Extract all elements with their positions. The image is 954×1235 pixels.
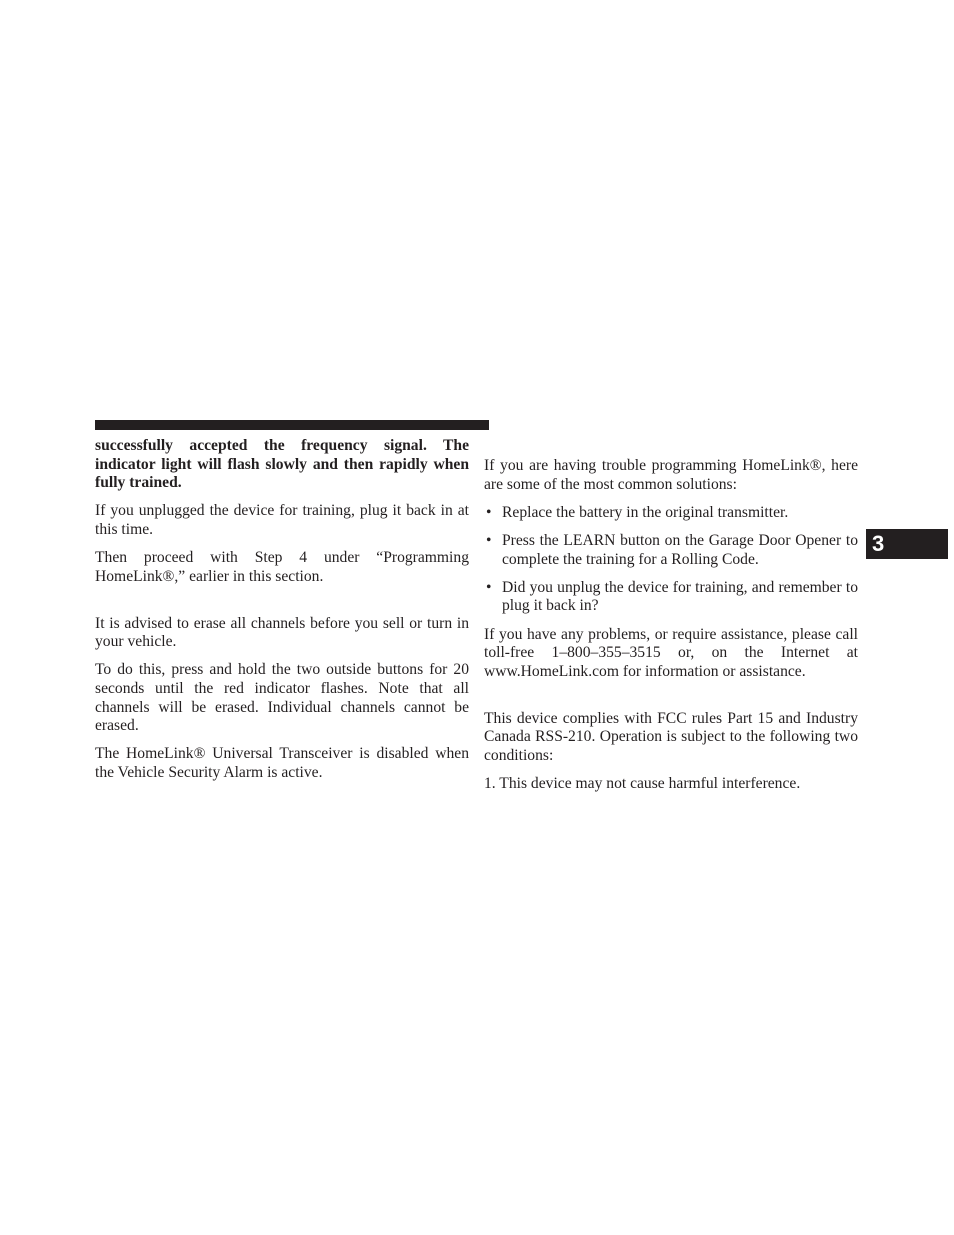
bullet-icon: •	[486, 531, 492, 549]
fcc-compliance-text: This device complies with FCC rules Part 15 and Industry Canada RSS-210. Operation is subject to the following two conditions:	[484, 709, 858, 764]
right-column	[484, 457, 858, 803]
troubleshooting-intro-text: If you are having trouble programming HomeLink®, here are some of the most common solutions:	[484, 457, 858, 493]
heading-gap	[484, 691, 858, 710]
list-item-text: Press the LEARN button on the Garage Door Opener to complete the training for a Rolling Code.	[502, 531, 858, 568]
left-column	[95, 437, 469, 792]
list-item	[484, 532, 858, 569]
list-item-text: Replace the battery in the original transmitter.	[502, 503, 789, 521]
bullet-icon: •	[486, 578, 492, 596]
security-alarm-text: The HomeLink® Universal Transceiver is disabled when the Vehicle Security Alarm is active.	[95, 745, 469, 781]
section-rule-bar	[95, 420, 489, 430]
proceed-step-text: Then proceed with Step 4 under “Programming HomeLink®,” earlier in this section.	[95, 549, 469, 585]
list-item	[484, 504, 858, 523]
fcc-condition-1-text: 1. This device may not cause harmful interference.	[484, 774, 801, 792]
erase-advice-text: It is advised to erase all channels before you sell or turn in your vehicle.	[95, 614, 469, 651]
section-number-tab: 3	[866, 529, 948, 559]
training-confirmation-text: successfully accepted the frequency signal. The indicator light will flash slowly and then rapidly when fully trained.	[95, 437, 469, 492]
list-item	[484, 579, 858, 616]
assistance-text: If you have any problems, or require assistance, please call toll-free 1–800–355–3515 or, on the Internet at www.HomeLink.com for information or assistance.	[484, 625, 858, 680]
erase-instructions-text: To do this, press and hold the two outside buttons for 20 seconds until the red indicator flashes. Note that all channels will be erased. Individual channels cannot be erased.	[95, 661, 469, 735]
list-item-text: Did you unplug the device for training, and remember to plug it back in?	[502, 578, 858, 615]
plug-back-text: If you unplugged the device for training, plug it back in at this time.	[95, 502, 469, 538]
bullet-icon: •	[486, 503, 492, 521]
heading-gap	[95, 596, 469, 615]
